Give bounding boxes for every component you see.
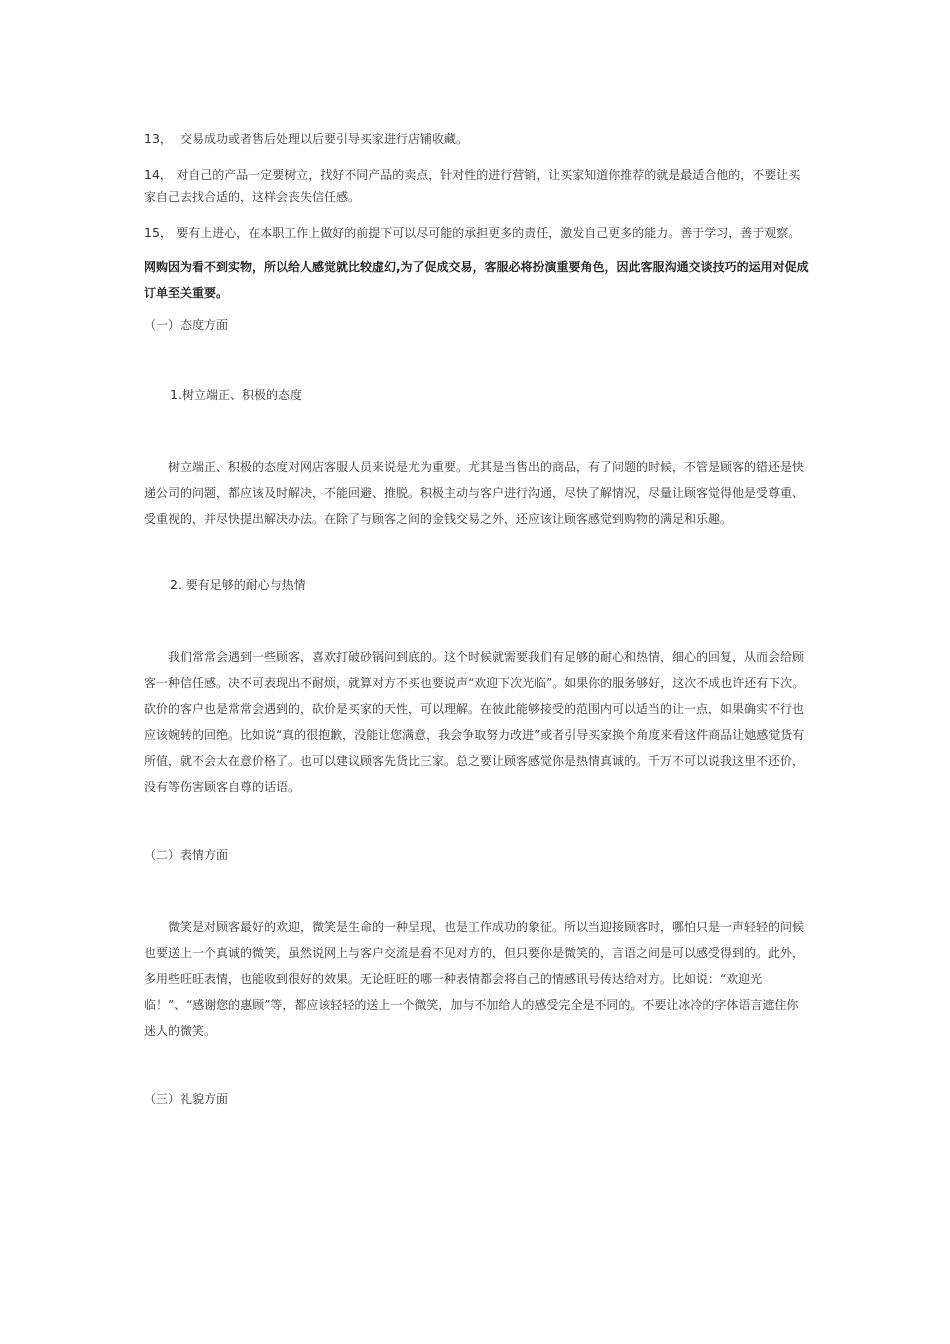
paragraph-expression: 微笑是对顾客最好的欢迎，微笑是生命的一种呈现，也是工作成功的象征。所以当迎接顾客时，哪怕只是一声轻轻的问候也要送上一个真诚的微笑，虽然说网上与客户交流是看不见对方的，但只要你是微笑的，言语之间是可以感受得到的。此外，多用些旺旺表情，也能收到很好的效果。无论旺旺的哪一种表情都会将自己的情感讯号传达给对方。比如说：“欢迎光临！”、“感谢您的惠顾”等，都应该轻轻的送上一个微笑，加与不加给人的感受完全是不同的。不要让冰冷的字体语言遮住你迷人的微笑。 bbox=[144, 920, 805, 1038]
paragraph-attitude-1: 树立端正、积极的态度对网店客服人员来说是尤为重要。尤其是当售出的商品，有了问题的时候，不管是顾客的错还是快递公司的问题，都应该及时解决，不能回避、推脱。积极主动与客户进行沟通，尽快了解情况，尽量让顾客觉得他是受尊重、受重视的，并尽快提出解决办法。在除了与顾客之间的金钱交易之外，还应该让顾客感觉到购物的满足和乐趣。 bbox=[144, 460, 805, 526]
subheading-text: 树立端正、积极的态度 bbox=[181, 388, 302, 402]
paragraph-attitude-2: 我们常常会遇到一些顾客，喜欢打破砂锅问到底的。这个时候就需要我们有足够的耐心和热情，细心的回复，从而会给顾客一种信任感。决不可表现出不耐烦，就算对方不买也要说声“欢迎下次光临”。如果你的服务够好，这次不成也许还有下次。砍价的客户也是常常会遇到的，砍价是买家的天性，可以理解。在彼此能够接受的范围内可以适当的让一点，如果确实不行也应该婉转的回绝。比如说“真的很抱歉，没能让您满意，我会争取努力改进”或者引导买家换个角度来看这件商品让她感觉货有所值，就不会太在意价格了。也可以建议顾客先货比三家。总之要让顾客感觉你是热情真诚的。千万不可以说我这里不还价，没有等伤害顾客自尊的话语。 bbox=[144, 650, 805, 794]
item-number: 15， bbox=[144, 225, 173, 240]
intro-bold-paragraph: 网购因为看不到实物，所以给人感觉就比较虚幻,为了促成交易，客服必将扮演重要角色，因此客服沟通交谈技巧的运用对促成订单至关重要。 bbox=[144, 260, 809, 300]
subheading-attitude-1 bbox=[144, 384, 810, 406]
item-text: 对自己的产品一定要树立，找好不同产品的卖点，针对性的进行营销，让买家知道你推荐的就是最适合他的，不要让买家自己去找合适的，这样会丧失信任感。 bbox=[144, 168, 801, 204]
section-heading-attitude: （一）态度方面 bbox=[144, 318, 229, 332]
list-item-14 bbox=[144, 164, 810, 208]
subheading-number: 1. bbox=[170, 387, 182, 402]
item-text: 要有上进心，在本职工作上做好的前提下可以尽可能的承担更多的责任，激发自己更多的能力。善于学习，善于观察。 bbox=[176, 226, 801, 240]
list-item-13 bbox=[144, 128, 810, 150]
item-text: 交易成功或者售后处理以后要引导买家进行店铺收藏。 bbox=[180, 132, 469, 146]
document-content bbox=[144, 128, 810, 1110]
item-number: 13， bbox=[144, 131, 173, 146]
subheading-number: 2. bbox=[170, 577, 182, 592]
subheading-text: 要有足够的耐心与热情 bbox=[181, 578, 306, 592]
list-item-15 bbox=[144, 222, 810, 244]
section-heading-expression: （二）表情方面 bbox=[144, 848, 229, 862]
section-heading-courtesy: （三）礼貌方面 bbox=[144, 1092, 229, 1106]
item-number: 14， bbox=[144, 167, 173, 182]
subheading-attitude-2 bbox=[144, 574, 810, 596]
